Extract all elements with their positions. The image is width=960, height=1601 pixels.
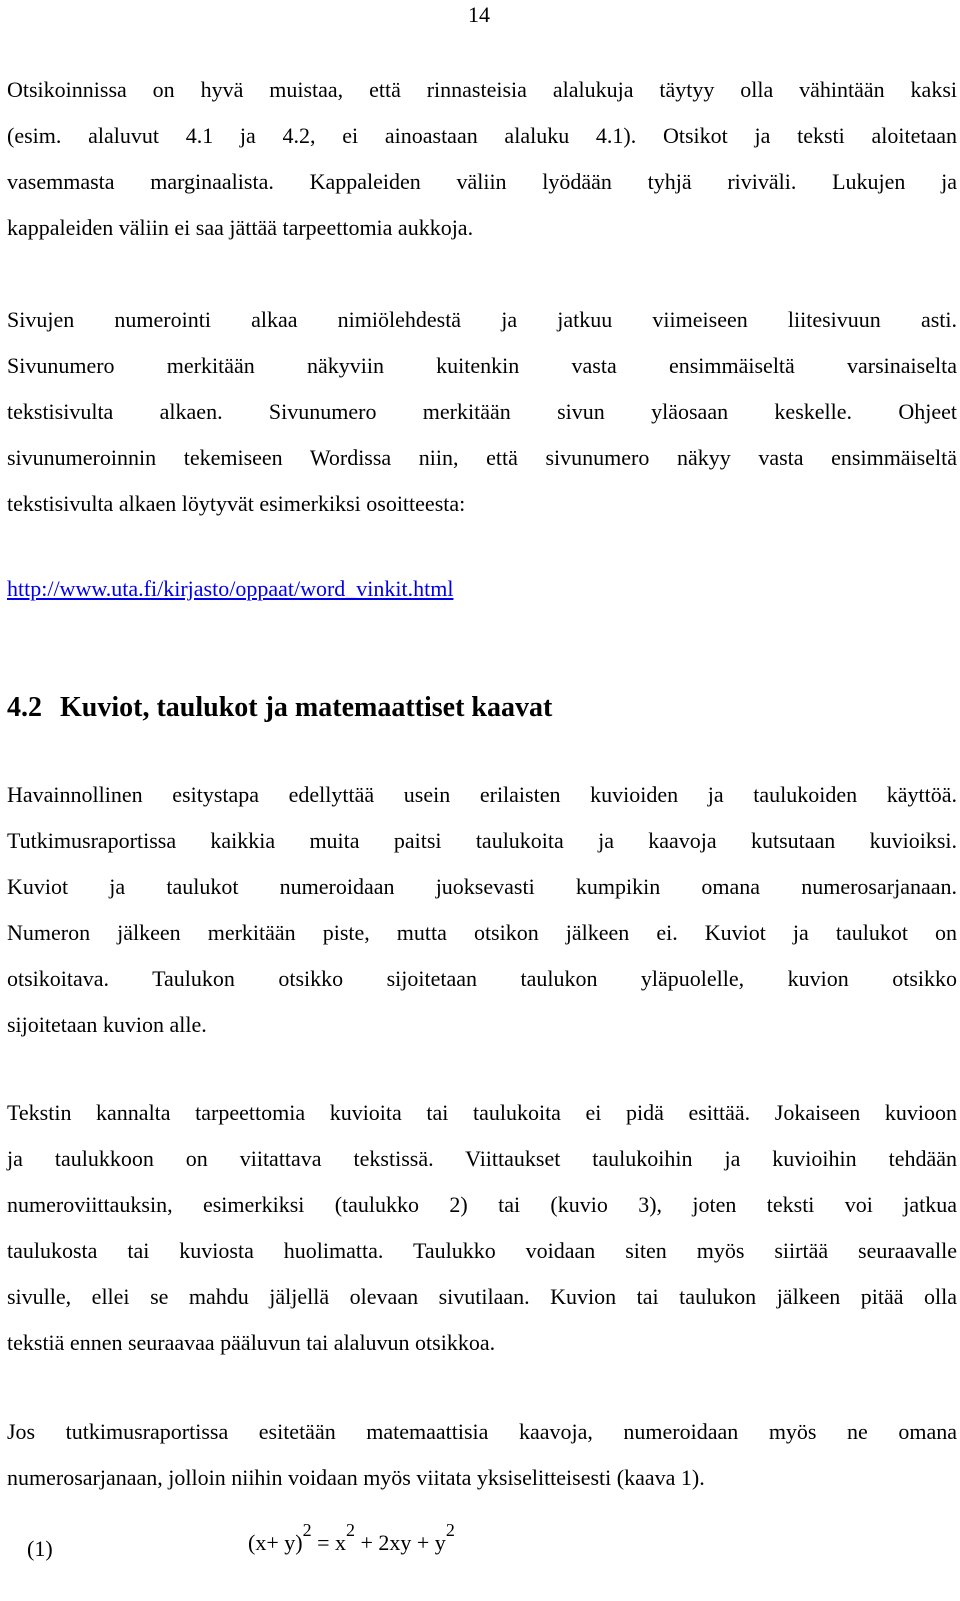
text-line: sivulle, ellei se mahdu jäljellä olevaan sivutilaan. Kuvion tai taulukon jälkeen pitää olla bbox=[7, 1284, 957, 1309]
text-line: Otsikoinnissa on hyvä muistaa, että rinnasteisia alalukuja täytyy olla vähintään kaksi bbox=[7, 77, 957, 102]
section-heading bbox=[7, 692, 552, 724]
paragraph-page-numbering bbox=[7, 297, 957, 527]
text-line: ja taulukkoon on viitattava tekstissä. Viittaukset taulukoihin ja kuvioihin tehdään bbox=[7, 1146, 957, 1171]
paragraph-references bbox=[7, 1090, 957, 1366]
equation-exponent: 2 bbox=[345, 1520, 355, 1540]
text-line: numeroviittauksin, esimerkiksi (taulukko 2) tai (kuvio 3), joten teksti voi jatkua bbox=[7, 1192, 957, 1217]
text-line: taulukosta tai kuviosta huolimatta. Taulukko voidaan siten myös siirtää seuraavalle bbox=[7, 1238, 957, 1263]
paragraph-formulas bbox=[7, 1409, 957, 1501]
text-line: tekstiä ennen seuraavaa pääluvun tai alaluvun otsikkoa. bbox=[7, 1330, 496, 1355]
text-line: Sivunumero merkitään näkyviin kuitenkin vasta ensimmäiseltä varsinaiselta bbox=[7, 353, 957, 378]
text-line: sivunumeroinnin tekemiseen Wordissa niin, että sivunumero näkyy vasta ensimmäiseltä bbox=[7, 445, 957, 470]
text-line: sijoitetaan kuvion alle. bbox=[7, 1012, 207, 1037]
equation-number: (1) bbox=[27, 1536, 53, 1561]
text-line: otsikoitava. Taulukon otsikko sijoitetaan taulukon yläpuolelle, kuvion otsikko bbox=[7, 966, 957, 991]
paragraph-headings-guidance bbox=[7, 67, 957, 251]
equation-exponent: 2 bbox=[302, 1520, 312, 1540]
text-line: vasemmasta marginaalista. Kappaleiden väliin lyödään tyhjä riviväli. Lukujen ja bbox=[7, 169, 957, 194]
equation-middle: + 2xy + y bbox=[360, 1530, 446, 1555]
text-line: numerosarjanaan, jolloin niihin voidaan myös viitata yksiselitteisesti (kaava 1). bbox=[7, 1465, 705, 1490]
page-number: 14 bbox=[468, 2, 490, 27]
equation-exponent: 2 bbox=[445, 1520, 455, 1540]
text-line: tekstisivulta alkaen löytyvät esimerkiksi osoitteesta: bbox=[7, 491, 466, 516]
equation bbox=[248, 1520, 455, 1556]
equation-equals: = x bbox=[317, 1530, 346, 1555]
text-line: Kuviot ja taulukot numeroidaan juoksevasti kumpikin omana numerosarjanaan. bbox=[7, 874, 957, 899]
section-title: Kuviot, taulukot ja matemaattiset kaavat bbox=[60, 692, 553, 723]
text-line: Havainnollinen esitystapa edellyttää usein erilaisten kuvioiden ja taulukoiden käyttöä. bbox=[7, 782, 957, 807]
section-number: 4.2 bbox=[7, 692, 42, 723]
text-line: (esim. alaluvut 4.1 ja 4.2, ei ainoastaan alaluku 4.1). Otsikot ja teksti aloitetaan bbox=[7, 123, 957, 148]
paragraph-figures-tables bbox=[7, 772, 957, 1048]
text-line: Tutkimusraportissa kaikkia muita paitsi taulukoita ja kaavoja kutsutaan kuvioiksi. bbox=[7, 828, 957, 853]
equation-lhs: (x+ y) bbox=[248, 1530, 303, 1555]
text-line: Tekstin kannalta tarpeettomia kuvioita tai taulukoita ei pidä esittää. Jokaiseen kuvioon bbox=[7, 1100, 957, 1125]
text-line: kappaleiden väliin ei saa jättää tarpeettomia aukkoja. bbox=[7, 215, 474, 240]
text-line: Jos tutkimusraportissa esitetään matemaattisia kaavoja, numeroidaan myös ne omana bbox=[7, 1419, 957, 1444]
word-tips-link[interactable]: http://www.uta.fi/kirjasto/oppaat/word_vinkit.html bbox=[7, 576, 454, 601]
text-line: tekstisivulta alkaen. Sivunumero merkitään sivun yläosaan keskelle. Ohjeet bbox=[7, 399, 957, 424]
text-line: Numeron jälkeen merkitään piste, mutta otsikon jälkeen ei. Kuviot ja taulukot on bbox=[7, 920, 957, 945]
text-line: Sivujen numerointi alkaa nimiölehdestä ja jatkuu viimeiseen liitesivuun asti. bbox=[7, 307, 957, 332]
